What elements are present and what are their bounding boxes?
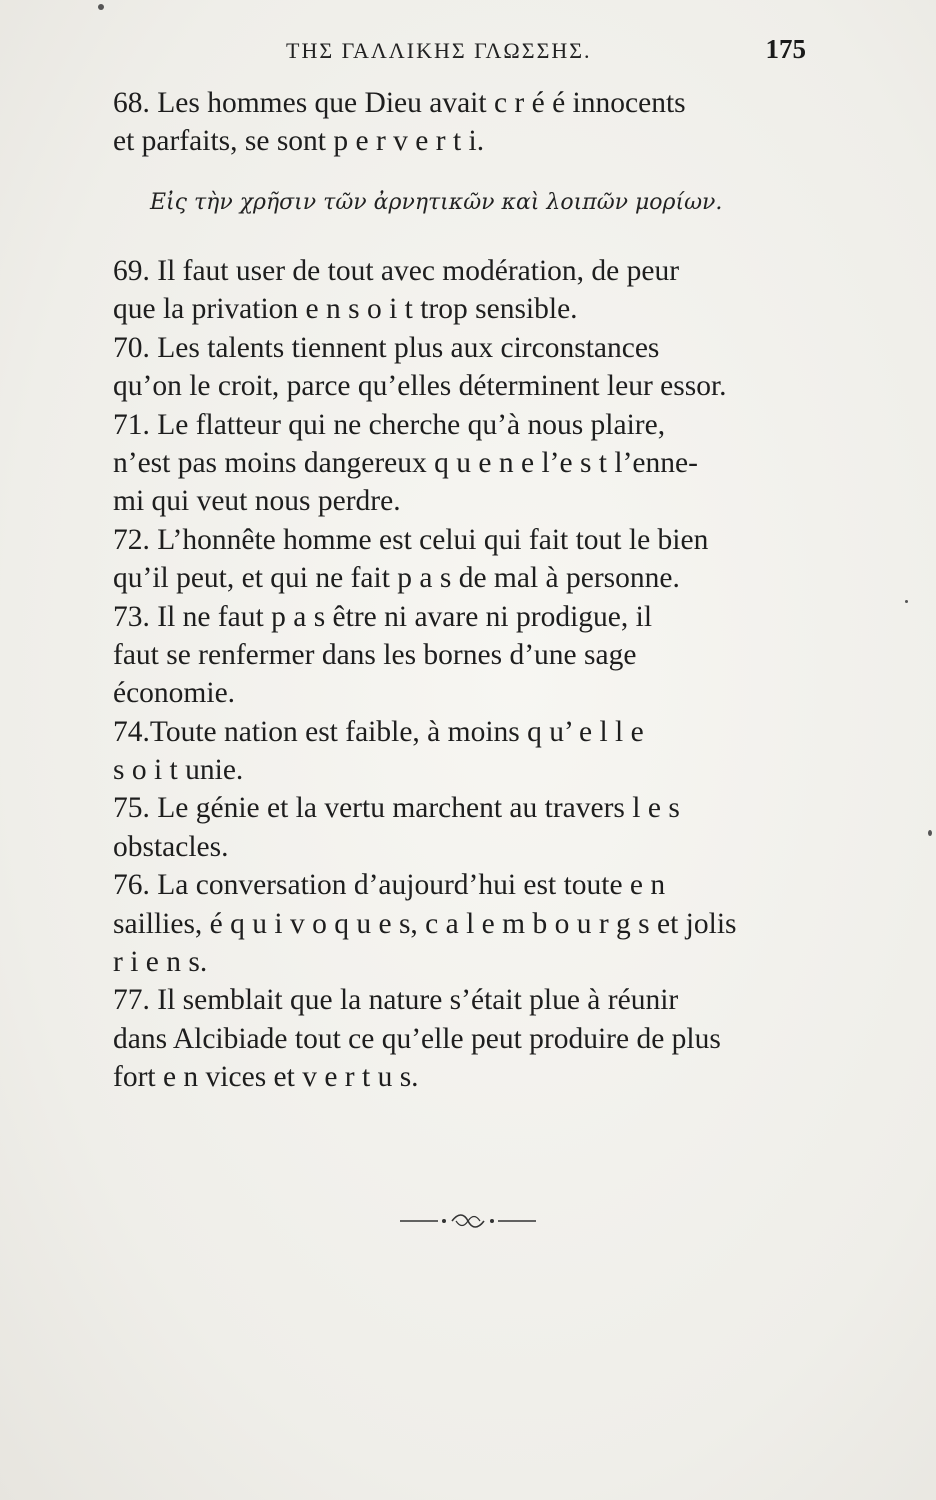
paper-speck [928,830,932,836]
text-line: faut se renfermer dans les bornes d’une sage [113,638,637,671]
text-line: s o i t unie. [113,754,244,787]
page-number: 175 [765,34,806,64]
text-line: 70. Les talents tiennent plus aux circonstances [113,331,660,364]
text-line: 72. L’honnête homme est celui qui fait tout le bien [113,523,709,556]
text-line: 73. Il ne faut p a s être ni avare ni prodigue, il [113,600,653,633]
running-title: ΤΗΣ ΓΑΛΛΙΚΗΣ ΓΛΩΣΣΗΣ. [286,38,592,63]
exercise-list [113,252,813,1097]
text-line: qu’il peut, et qui ne fait p a s de mal à personne. [113,562,680,595]
text-line: r i e n s. [113,946,208,979]
text-line: saillies, é q u i v o q u e s, c a l e m b o u r g s et jolis [113,907,737,940]
end-ornament-icon [398,1210,538,1232]
text-line: 76. La conversation d’aujourd’hui est toute e n [113,869,666,902]
text-line: qu’on le croit, parce qu’elles déterminent leur essor. [113,370,727,403]
text-line: économie. [113,677,236,710]
paragraph-68 [113,84,813,161]
text-line: 69. Il faut user de tout avec modération, de peur [113,255,680,287]
text-line: 68. Les hommes que Dieu avait c r é é innocents [113,87,686,119]
text-line: que la privation e n s o i t trop sensible. [113,293,578,326]
text-line: fort e n vices et v e r t u s. [113,1061,419,1094]
text-line: mi qui veut nous perdre. [113,485,401,518]
text-line: et parfaits, se sont p e r v e r t i. [113,125,485,158]
text-line: n’est pas moins dangereux q u e n e l’e s t l’enne- [113,446,698,479]
text-line: 75. Le génie et la vertu marchent au travers l e s [113,792,680,825]
section-heading: Εἰς τὴν χρῆσιν τῶν ἀρνητικῶν καὶ λοιπῶν μορίων. [150,190,723,215]
text-line: 74.Toute nation est faible, à moins q u’ e l l e [113,715,644,748]
text-line: dans Alcibiade tout ce qu’elle peut produire de plus [113,1022,721,1055]
text-line: 71. Le flatteur qui ne cherche qu’à nous plaire, [113,408,666,441]
paper-speck [98,4,104,10]
text-line: obstacles. [113,830,229,863]
page-header [286,34,806,74]
text-line: 77. Il semblait que la nature s’était plue à réunir [113,984,679,1017]
paper-speck [905,600,908,603]
